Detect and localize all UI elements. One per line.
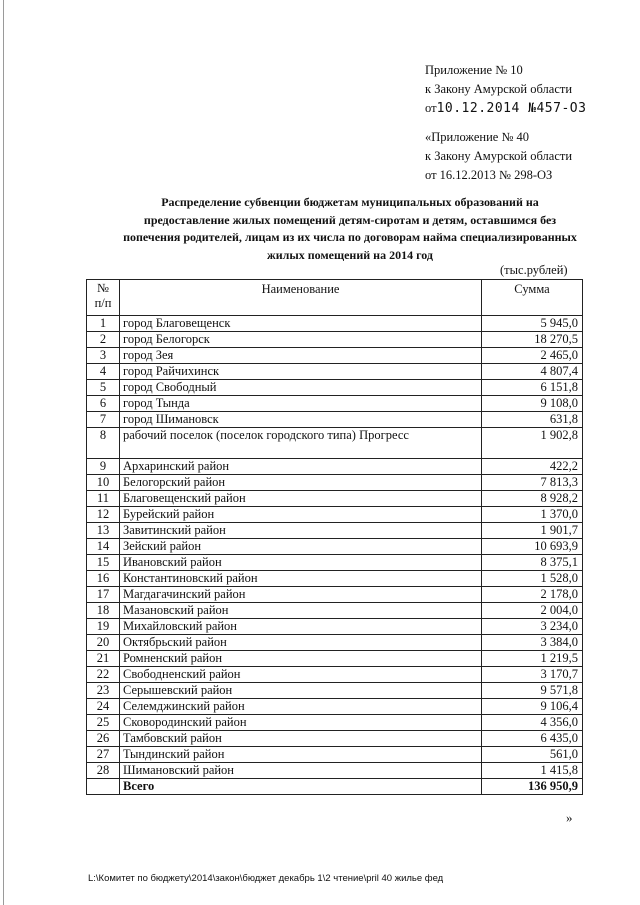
row-number: 13: [87, 523, 120, 539]
row-number: 26: [87, 731, 120, 747]
row-sum: 6 151,8: [482, 380, 583, 396]
row-name: Серышевский район: [120, 683, 482, 699]
row-sum: 4 807,4: [482, 364, 583, 380]
annex-line1: Приложение № 10: [425, 63, 523, 77]
table-row: [87, 587, 583, 603]
row-name: Михайловский район: [120, 619, 482, 635]
row-name: Мазановский район: [120, 603, 482, 619]
row-name: Октябрьский район: [120, 635, 482, 651]
row-number: 21: [87, 651, 120, 667]
row-sum: 8 375,1: [482, 555, 583, 571]
row-sum: 1 902,8: [482, 428, 583, 459]
table-row: [87, 603, 583, 619]
row-name: Тамбовский район: [120, 731, 482, 747]
subsidy-table: [86, 279, 583, 795]
row-name: Бурейский район: [120, 507, 482, 523]
table-header-row: [87, 280, 583, 316]
row-name: Шимановский район: [120, 763, 482, 779]
title-line: Распределение субвенции бюджетам муниципальных образований на: [161, 195, 539, 209]
table-row: [87, 651, 583, 667]
row-name: Ромненский район: [120, 651, 482, 667]
row-name: Магдагачинский район: [120, 587, 482, 603]
units-label: (тыс.рублей): [500, 263, 568, 277]
row-name: рабочий поселок (поселок городского типа) Прогресс: [120, 428, 482, 459]
title-line: жилых помещений на 2014 год: [267, 247, 433, 262]
row-number: 22: [87, 667, 120, 683]
row-number: 5: [87, 380, 120, 396]
row-number: 23: [87, 683, 120, 699]
row-sum: 6 435,0: [482, 731, 583, 747]
annex-date-line: [425, 99, 586, 118]
row-number: 19: [87, 619, 120, 635]
total-number-cell: [87, 779, 120, 795]
row-name: Константиновский район: [120, 571, 482, 587]
row-number: 27: [87, 747, 120, 763]
row-name: город Тында: [120, 396, 482, 412]
row-number: 9: [87, 459, 120, 475]
row-sum: 2 465,0: [482, 348, 583, 364]
row-sum: 1 901,7: [482, 523, 583, 539]
row-number: 12: [87, 507, 120, 523]
annex-date-prefix: от: [425, 101, 437, 115]
table-row: [87, 348, 583, 364]
row-number: 3: [87, 348, 120, 364]
row-number: 20: [87, 635, 120, 651]
total-row: [87, 779, 583, 795]
table-row: [87, 507, 583, 523]
row-sum: 9 106,4: [482, 699, 583, 715]
row-number: 1: [87, 316, 120, 332]
row-number: 16: [87, 571, 120, 587]
row-name: Свободненский район: [120, 667, 482, 683]
row-sum: 18 270,5: [482, 332, 583, 348]
row-name: Завитинский район: [120, 523, 482, 539]
row-number: 25: [87, 715, 120, 731]
table-row: [87, 731, 583, 747]
total-sum: 136 950,9: [482, 779, 583, 795]
row-sum: 3 234,0: [482, 619, 583, 635]
previous-annex-header: [425, 128, 572, 185]
row-number: 24: [87, 699, 120, 715]
annex-line2: к Закону Амурской области: [425, 82, 573, 96]
row-number: 8: [87, 428, 120, 459]
row-number: 10: [87, 475, 120, 491]
row-name: город Свободный: [120, 380, 482, 396]
row-sum: 10 693,9: [482, 539, 583, 555]
table-row: [87, 396, 583, 412]
prev-line3: от 16.12.2013 № 298-ОЗ: [425, 168, 553, 182]
table-row: [87, 635, 583, 651]
row-name: Архаринский район: [120, 459, 482, 475]
col-header-name: Наименование: [120, 280, 482, 316]
row-name: город Зея: [120, 348, 482, 364]
row-sum: 3 384,0: [482, 635, 583, 651]
row-name: Белогорский район: [120, 475, 482, 491]
table-row: [87, 683, 583, 699]
col-header-number: № п/п: [87, 280, 120, 316]
row-number: 6: [87, 396, 120, 412]
row-number: 18: [87, 603, 120, 619]
row-sum: 561,0: [482, 747, 583, 763]
prev-line2: к Закону Амурской области: [425, 149, 573, 163]
row-sum: 5 945,0: [482, 316, 583, 332]
total-label: Всего: [120, 779, 482, 795]
table-row: [87, 316, 583, 332]
table-row: [87, 763, 583, 779]
row-name: город Благовещенск: [120, 316, 482, 332]
row-name: Ивановский район: [120, 555, 482, 571]
row-number: 11: [87, 491, 120, 507]
row-sum: 3 170,7: [482, 667, 583, 683]
row-number: 28: [87, 763, 120, 779]
table-row: [87, 412, 583, 428]
annex-header: [425, 61, 586, 118]
row-sum: 1 528,0: [482, 571, 583, 587]
row-name: Зейский район: [120, 539, 482, 555]
table-row: [87, 459, 583, 475]
title-line: предоставление жилых помещений детям-сиротам и детям, оставшимся без: [143, 212, 557, 227]
table-row: [87, 364, 583, 380]
row-number: 15: [87, 555, 120, 571]
table-row: [87, 523, 583, 539]
row-number: 4: [87, 364, 120, 380]
row-name: Селемджинский район: [120, 699, 482, 715]
row-number: 14: [87, 539, 120, 555]
table-row: [87, 332, 583, 348]
row-name: Благовещенский район: [120, 491, 482, 507]
row-name: город Белогорск: [120, 332, 482, 348]
col-header-sum: Сумма: [482, 280, 583, 316]
row-sum: 2 004,0: [482, 603, 583, 619]
closing-quote-mark: »: [566, 810, 573, 825]
row-sum: 9 108,0: [482, 396, 583, 412]
table-row: [87, 539, 583, 555]
row-sum: 7 813,3: [482, 475, 583, 491]
table-row: [87, 667, 583, 683]
table-row: [87, 619, 583, 635]
row-name: город Райчихинск: [120, 364, 482, 380]
row-name: Тындинский район: [120, 747, 482, 763]
table-row: [87, 699, 583, 715]
table-row: [87, 380, 583, 396]
row-sum: 1 415,8: [482, 763, 583, 779]
title-line: попечения родителей, лицам из их числа по договорам найма специализированных: [123, 230, 577, 244]
row-sum: 631,8: [482, 412, 583, 428]
row-name: Сковородинский район: [120, 715, 482, 731]
table-row: [87, 428, 583, 459]
table-row: [87, 491, 583, 507]
row-sum: 1 219,5: [482, 651, 583, 667]
scan-edge-line: [3, 0, 4, 905]
row-sum: 2 178,0: [482, 587, 583, 603]
row-name: город Шимановск: [120, 412, 482, 428]
table-row: [87, 555, 583, 571]
row-number: 2: [87, 332, 120, 348]
table-row: [87, 715, 583, 731]
footer-file-path: L:\Комитет по бюджету\2014\закон\бюджет декабрь 1\2 чтение\pril 40 жилье фед: [88, 873, 444, 884]
table-row: [87, 747, 583, 763]
table-row: [87, 571, 583, 587]
row-sum: 8 928,2: [482, 491, 583, 507]
row-sum: 4 356,0: [482, 715, 583, 731]
row-number: 17: [87, 587, 120, 603]
row-sum: 9 571,8: [482, 683, 583, 699]
document-title: [90, 194, 610, 264]
prev-line1: «Приложение № 40: [425, 130, 530, 144]
row-sum: 1 370,0: [482, 507, 583, 523]
row-number: 7: [87, 412, 120, 428]
table-row: [87, 475, 583, 491]
annex-date-handwritten: 10.12.2014 №457-ОЗ: [436, 101, 587, 116]
row-sum: 422,2: [482, 459, 583, 475]
